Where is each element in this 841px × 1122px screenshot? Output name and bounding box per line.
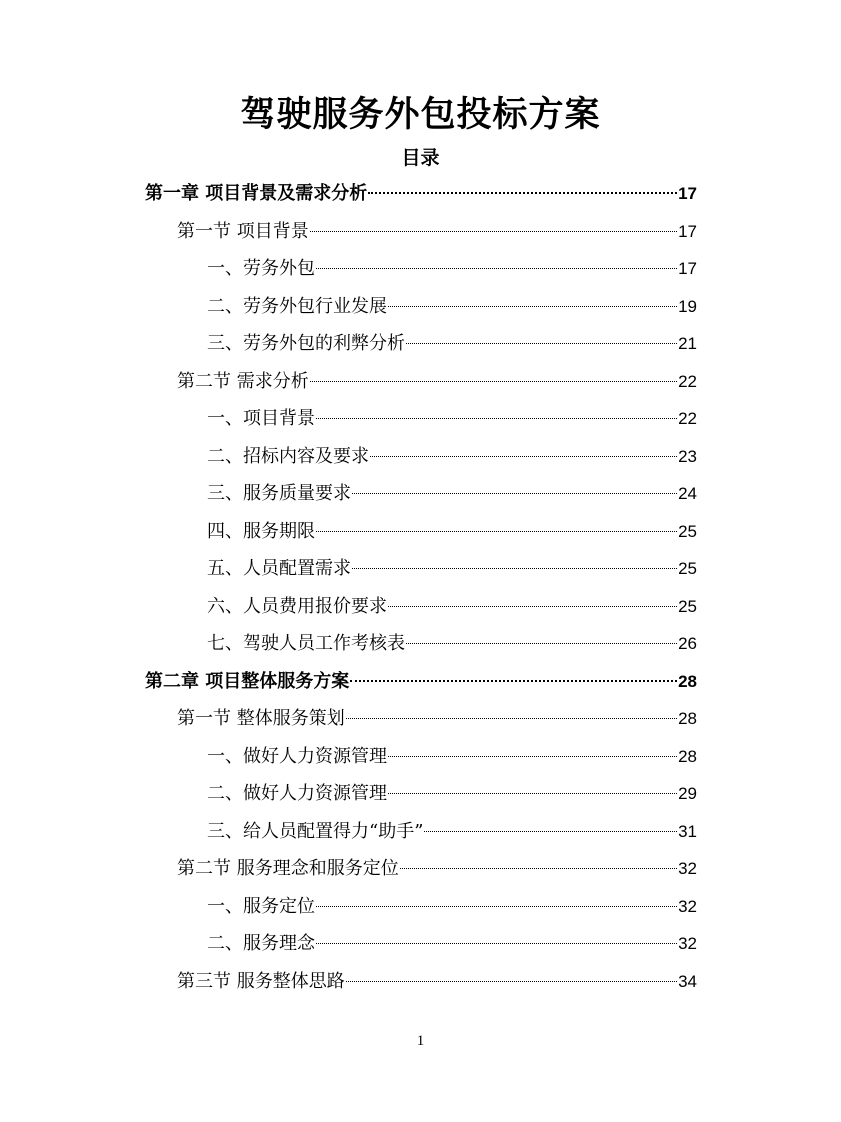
toc-entry-label: 二、服务理念: [207, 933, 315, 954]
toc-entry-label: 一、劳务外包: [207, 258, 315, 279]
toc-subsection-entry[interactable]: [145, 288, 697, 326]
toc-chapter-entry[interactable]: [145, 175, 697, 213]
toc-entry-page: 25: [678, 559, 697, 578]
toc-entry-page: 17: [678, 221, 697, 241]
toc-dot-leader: [388, 306, 677, 307]
toc-dot-leader: [316, 906, 677, 907]
toc-dot-leader: [388, 793, 677, 794]
toc-dot-leader: [316, 943, 677, 944]
toc-entry-page: 22: [678, 371, 697, 391]
toc-entry-label: 第二节 需求分析: [177, 370, 309, 392]
toc-entry-page: 28: [678, 746, 697, 766]
toc-entry-page: 21: [678, 334, 697, 353]
toc-dot-leader: [346, 718, 677, 719]
toc-entry-label: 四、服务期限: [207, 520, 315, 542]
toc-entry-label: 第二节 服务理念和服务定位: [177, 858, 399, 879]
toc-subsection-entry[interactable]: [145, 925, 697, 963]
toc-chapter-entry[interactable]: [145, 663, 697, 701]
toc-entry-label: 第一节 整体服务策划: [177, 708, 345, 729]
toc-section-entry[interactable]: [145, 700, 697, 738]
toc-entry-page: 19: [678, 296, 697, 316]
toc-entry-label: 二、招标内容及要求: [207, 445, 369, 467]
toc-entry-page: 23: [678, 446, 697, 466]
toc-entry-label: 三、给人员配置得力“助手”: [207, 820, 424, 842]
toc-dot-leader: [370, 456, 677, 457]
toc-entry-page: 26: [678, 634, 697, 653]
toc-subsection-entry[interactable]: [145, 550, 697, 588]
toc-dot-leader: [316, 531, 677, 532]
page-number: 1: [416, 1033, 425, 1049]
toc-dot-leader: [350, 680, 677, 682]
toc-entry-page: 22: [678, 409, 697, 428]
toc-dot-leader: [310, 381, 677, 382]
toc-entry-page: 32: [678, 896, 697, 916]
toc-subsection-entry[interactable]: [145, 250, 697, 288]
toc-subsection-entry[interactable]: [145, 513, 697, 551]
toc-section-entry[interactable]: [145, 363, 697, 401]
toc-entry-page: 32: [678, 934, 697, 953]
toc-entry-label: 第三节 服务整体思路: [177, 970, 345, 992]
toc-subsection-entry[interactable]: [145, 738, 697, 776]
toc-subsection-entry[interactable]: [145, 475, 697, 513]
toc-entry-label: 第一节 项目背景: [177, 220, 309, 242]
toc-subsection-entry[interactable]: [145, 325, 697, 363]
toc-dot-leader: [310, 231, 677, 232]
table-of-contents: [145, 175, 697, 1000]
toc-dot-leader: [406, 643, 677, 644]
toc-entry-page: 32: [678, 859, 697, 878]
toc-entry-page: 28: [678, 709, 697, 728]
toc-subsection-entry[interactable]: [145, 813, 697, 851]
toc-entry-page: 34: [678, 971, 697, 991]
toc-dot-leader: [388, 756, 677, 757]
toc-dot-leader: [368, 192, 677, 194]
toc-dot-leader: [406, 343, 677, 344]
toc-section-entry[interactable]: [145, 850, 697, 888]
toc-entry-label: 二、做好人力资源管理: [207, 783, 387, 804]
toc-entry-label: 第一章 项目背景及需求分析: [145, 183, 368, 204]
toc-entry-label: 二、劳务外包行业发展: [207, 295, 387, 317]
toc-entry-page: 17: [678, 259, 697, 278]
toc-subsection-entry[interactable]: [145, 775, 697, 813]
toc-subsection-entry[interactable]: [145, 438, 697, 476]
toc-dot-leader: [346, 981, 677, 982]
toc-entry-label: 三、劳务外包的利弊分析: [207, 333, 405, 354]
document-title: 驾驶服务外包投标方案: [240, 95, 601, 135]
toc-entry-label: 七、驾驶人员工作考核表: [207, 633, 405, 654]
toc-entry-page: 24: [678, 484, 697, 503]
toc-dot-leader: [424, 831, 677, 832]
toc-entry-page: 28: [678, 671, 697, 691]
toc-entry-label: 六、人员费用报价要求: [207, 595, 387, 617]
toc-entry-label: 一、项目背景: [207, 408, 315, 429]
toc-entry-page: 31: [678, 821, 697, 841]
toc-entry-label: 第二章 项目整体服务方案: [145, 670, 350, 692]
toc-subsection-entry[interactable]: [145, 625, 697, 663]
toc-entry-label: 五、人员配置需求: [207, 558, 351, 579]
toc-subsection-entry[interactable]: [145, 400, 697, 438]
toc-entry-label: 一、做好人力资源管理: [207, 745, 387, 767]
toc-entry-label: 一、服务定位: [207, 895, 315, 917]
toc-subsection-entry[interactable]: [145, 588, 697, 626]
toc-dot-leader: [352, 568, 677, 569]
toc-subsection-entry[interactable]: [145, 888, 697, 926]
toc-section-entry[interactable]: [145, 963, 697, 1001]
toc-dot-leader: [388, 606, 677, 607]
toc-entry-label: 三、服务质量要求: [207, 483, 351, 504]
toc-entry-page: 25: [678, 521, 697, 541]
toc-heading: 目录: [401, 147, 440, 169]
toc-dot-leader: [316, 268, 677, 269]
toc-dot-leader: [316, 418, 677, 419]
toc-entry-page: 17: [678, 184, 697, 203]
toc-entry-page: 25: [678, 596, 697, 616]
toc-section-entry[interactable]: [145, 213, 697, 251]
toc-entry-page: 29: [678, 784, 697, 803]
toc-dot-leader: [400, 868, 677, 869]
toc-dot-leader: [352, 493, 677, 494]
